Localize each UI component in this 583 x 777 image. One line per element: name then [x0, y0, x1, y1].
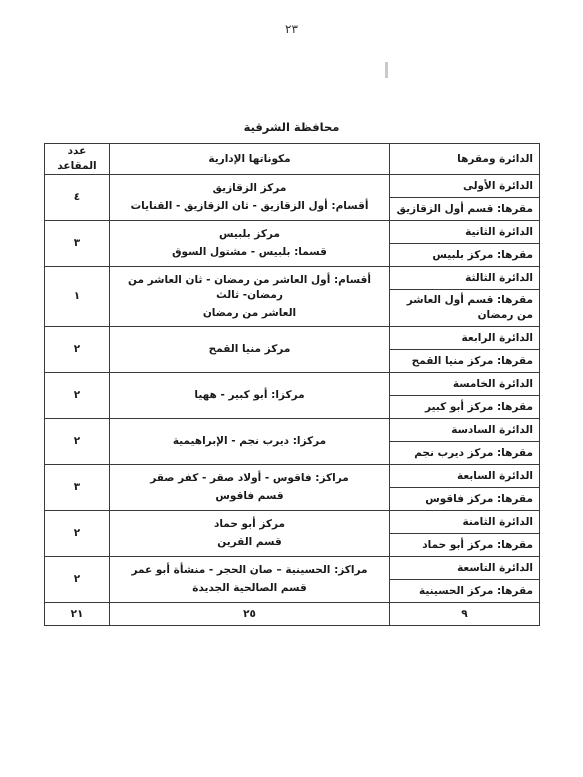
- circle-name: الدائرة السادسة: [390, 419, 540, 442]
- circle-seat-location: مقرها: قسم أول الزقازيق: [390, 198, 540, 221]
- component-line: مركز أبو حماد: [213, 518, 286, 530]
- electoral-circles-table: [44, 143, 540, 626]
- circle-name: الدائرة الرابعة: [390, 327, 540, 350]
- circle-seat-location: مقرها: مركز أبو حماد: [390, 534, 540, 557]
- circle-seat-location: مقرها: مركز منيا القمح: [390, 350, 540, 373]
- total-components: ٢٥: [110, 603, 390, 626]
- component-line: مراكز: الحسينية – صان الحجر - منشأة أبو عمر: [131, 564, 368, 576]
- circle-seat-location: مقرها: مركز فاقوس: [390, 488, 540, 511]
- circle-seat-location: مقرها: مركز بلبيس: [390, 244, 540, 267]
- seat-count: ٣: [45, 465, 110, 511]
- circle-name: الدائرة الأولى: [390, 175, 540, 198]
- circle-components: [110, 373, 390, 419]
- total-seats: ٢١: [45, 603, 110, 626]
- circle-components: [110, 221, 390, 267]
- totals-row: [45, 603, 540, 626]
- table-row: [45, 175, 540, 198]
- component-line: العاشر من رمضان: [202, 306, 297, 319]
- component-line: مركز الزقازيق: [212, 182, 287, 194]
- table-header-row: [45, 144, 540, 175]
- circle-name: الدائرة الثانية: [390, 221, 540, 244]
- document-title: محافظة الشرقية: [243, 120, 340, 134]
- circle-components: [110, 267, 390, 327]
- circle-seat-location: مقرها: مركز ديرب نجم: [390, 442, 540, 465]
- seat-count: ٤: [45, 175, 110, 221]
- seat-count: ٢: [45, 419, 110, 465]
- component-line: مركزا: ديرب نجم - الإبراهيمية: [172, 435, 327, 447]
- circle-name: الدائرة الثامنة: [390, 511, 540, 534]
- circle-seat-location: مقرها: قسم أول العاشر من رمضان: [390, 290, 540, 327]
- circle-name: الدائرة السابعة: [390, 465, 540, 488]
- table-row: [45, 373, 540, 396]
- seat-count: ٣: [45, 221, 110, 267]
- seat-count: ٢: [45, 327, 110, 373]
- seat-count: ١: [45, 267, 110, 327]
- table-row: [45, 419, 540, 442]
- component-line: مراكز: فاقوس - أولاد صقر - كفر صقر: [150, 472, 349, 484]
- component-line: مركزا: أبو كبير - ههيا: [194, 389, 305, 401]
- component-line: أقسام: أول العاشر من رمضان - ثان العاشر من رمضان- ثالث: [128, 273, 371, 301]
- seat-count: ٢: [45, 373, 110, 419]
- component-line: قسما: بلبيس - مشتول السوق: [172, 246, 327, 258]
- circle-name: الدائرة الثالثة: [390, 267, 540, 290]
- page-number: ٢٣: [285, 22, 298, 36]
- circle-components: [110, 511, 390, 557]
- table-row: [45, 465, 540, 488]
- circle-seat-location: مقرها: مركز الحسينية: [390, 580, 540, 603]
- circle-components: [110, 419, 390, 465]
- component-line: مركز منيا القمح: [208, 343, 291, 355]
- table-row: [45, 327, 540, 350]
- component-line: أقسام: أول الزقازيق - ثان الزقازيق - القنايات: [130, 200, 369, 212]
- table-row: [45, 221, 540, 244]
- component-line: قسم القرين: [217, 536, 282, 548]
- header-components: مكوناتها الإدارية: [110, 144, 390, 175]
- circle-name: الدائرة التاسعة: [390, 557, 540, 580]
- circle-components: [110, 465, 390, 511]
- component-line: مركز بلبيس: [219, 228, 280, 240]
- table-row: [45, 511, 540, 534]
- total-circles: ٩: [390, 603, 540, 626]
- circle-seat-location: مقرها: مركز أبو كبير: [390, 396, 540, 419]
- circle-name: الدائرة الخامسة: [390, 373, 540, 396]
- component-line: قسم فاقوس: [215, 490, 284, 502]
- circle-components: [110, 175, 390, 221]
- scan-artifact-mark: [385, 62, 388, 78]
- table-row: [45, 557, 540, 580]
- header-circle: الدائرة ومقرها: [390, 144, 540, 175]
- seat-count: ٢: [45, 557, 110, 603]
- circle-components: [110, 327, 390, 373]
- seat-count: ٢: [45, 511, 110, 557]
- header-seats: عدد المقاعد: [45, 144, 110, 175]
- table-row: [45, 267, 540, 290]
- circle-components: [110, 557, 390, 603]
- component-line: قسم الصالحية الجديدة: [192, 582, 307, 594]
